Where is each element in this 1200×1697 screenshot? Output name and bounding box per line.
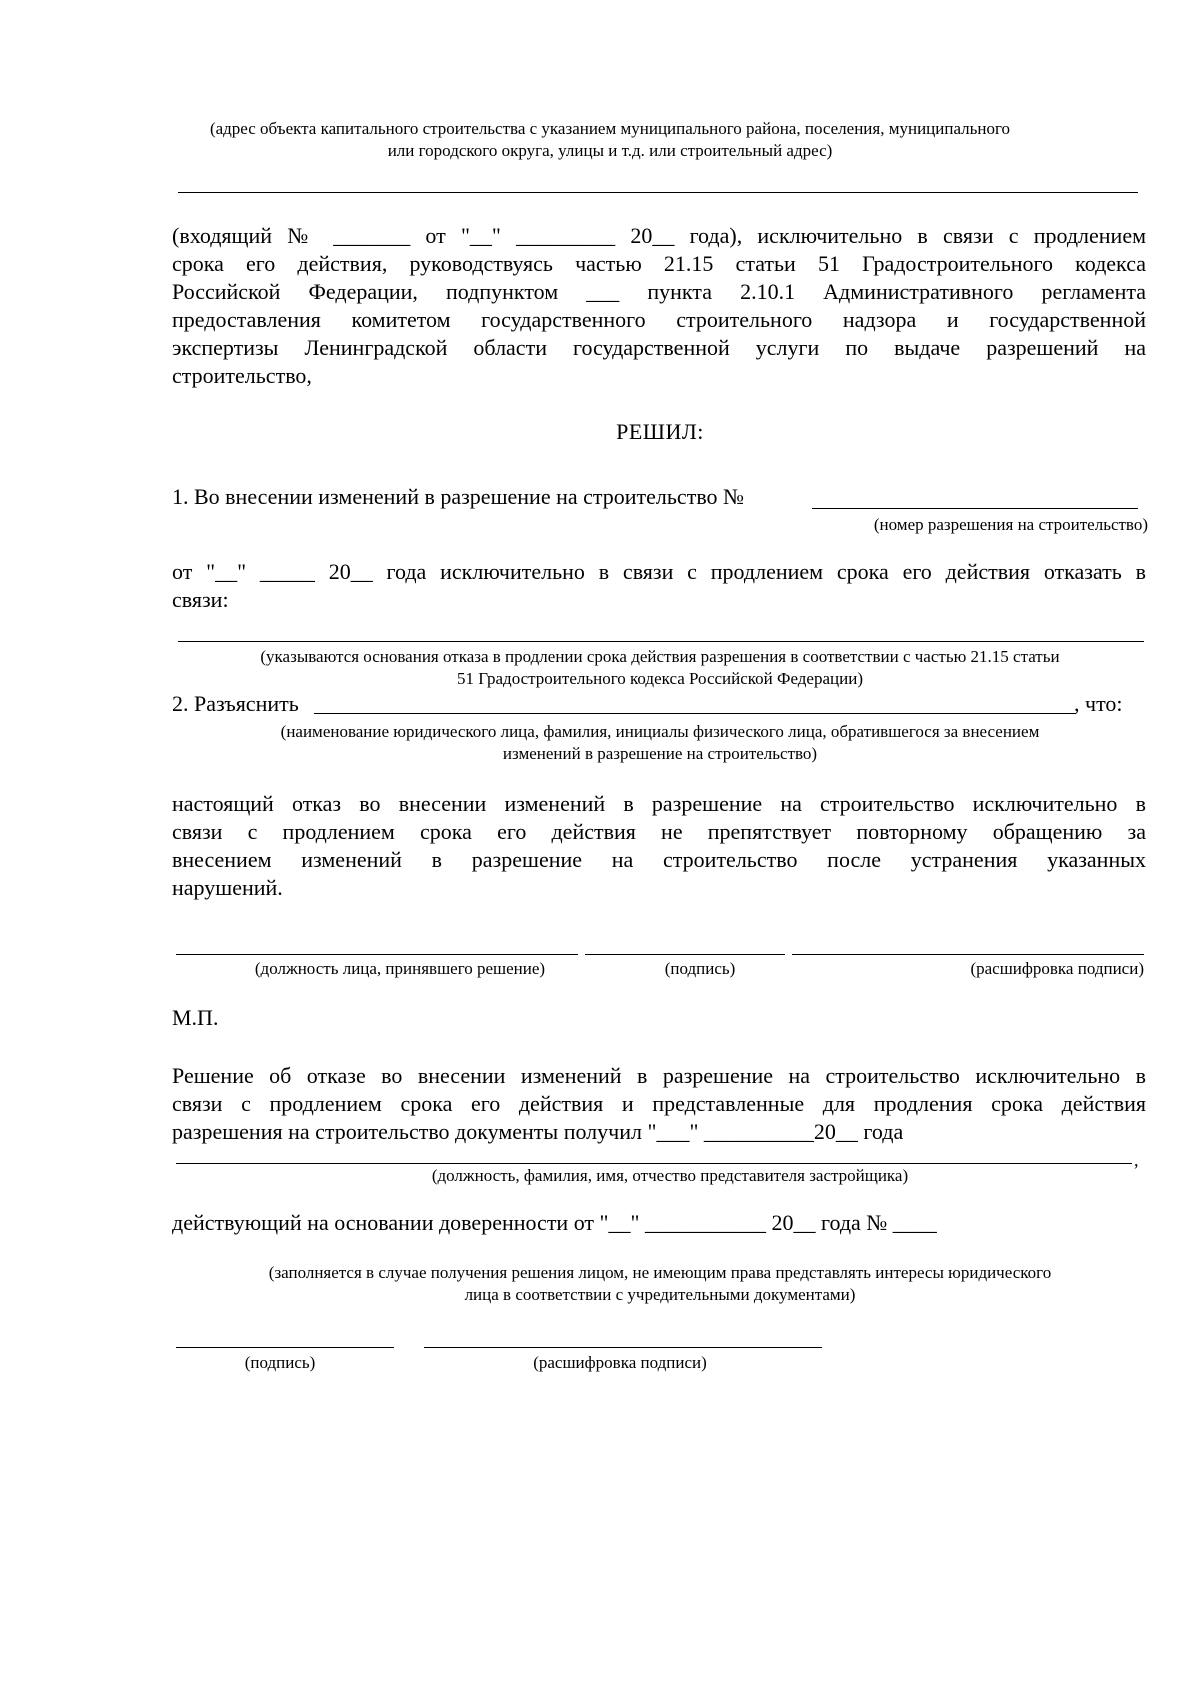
permit-number-rule [812,508,1138,509]
item2-para-line2: связи с продлением срока его действия не препятствует повторному обращению за [172,819,1146,844]
decision-title: РЕШИЛ: [616,419,704,444]
address-note [160,118,1060,162]
proxy-line: действующий на основании доверенности от "__" ___________ 20__ года № ____ [172,1210,937,1235]
representative-note: (должность, фамилия, имя, отчество представителя застройщика) [431,1166,909,1185]
item2-tail: , что: [1074,691,1123,716]
receiver-decode-label: (расшифровка подписи) [533,1353,707,1372]
item2-para-line3: внесением изменений в разрешение на строительство после устранения указанных [172,847,1146,872]
receiver-signature-rule [176,1347,394,1348]
item2-label: 2. Разъяснить [172,691,299,716]
item1-line2: от "__" _____ 20__ года исключительно в связи с продлением срока его действия отказать в [172,559,1146,584]
item1-line3: связи: [172,587,229,612]
position-label: (должность лица, принявшего решение) [254,959,546,978]
applicant-rule [314,713,1076,714]
signature-rule [585,954,785,955]
address-note-line2: или городского округа, улицы и т.д. или строительный адрес) [387,141,833,160]
representative-comma: , [1134,1150,1139,1170]
item1-continuation [172,558,1146,614]
item2-para-line4: нарушений. [172,875,283,900]
signature-label: (подпись) [664,959,736,978]
representative-rule [176,1163,1132,1164]
intro-line6: строительство, [172,363,312,388]
reason-note-line2: 51 Градостроительного кодекса Российской Федерации) [457,669,863,688]
applicant-note-line2: изменений в разрешение на строительство) [502,744,818,763]
receiver-signature-label: (подпись) [244,1353,316,1372]
reason-note [170,646,1150,690]
receipt-line2: связи с продлением срока его действия и представленные для продления срока действия [172,1091,1146,1116]
receipt-line1: Решение об отказе во внесении изменений в разрешение на строительство исключительно в [172,1063,1146,1088]
permit-number-note: (номер разрешения на строительство) [873,515,1148,534]
item2-paragraph [172,790,1146,902]
applicant-note-line1: (наименование юридического лица, фамилия, инициалы физического лица, обратившегося за внесением [280,722,1040,741]
intro-line2: срока его действия, руководствуясь частью 21.15 статьи 51 Градостроительного кодекса [172,251,1146,276]
reason-note-line1: (указываются основания отказа в продлении срока действия разрешения в соответствии с частью 21.15 статьи [260,647,1060,666]
address-note-line1: (адрес объекта капитального строительства с указанием муниципального района, поселения, муниципального [209,119,1011,138]
intro-line5: экспертизы Ленинградской области государственной услуги по выдаче разрешений на [172,335,1146,360]
intro-line3: Российской Федерации, подпунктом ___ пункта 2.10.1 Административного регламента [172,279,1146,304]
proxy-note-line2: лица в соответствии с учредительными документами) [464,1285,856,1304]
position-rule [176,954,578,955]
stamp-mark: М.П. [172,1005,219,1030]
intro-line4: предоставления комитетом государственного строительного надзора и государственной [172,307,1146,332]
intro-line1: (входящий № _______ от "__" _________ 20__ года), исключительно в связи с продлением [172,223,1146,248]
address-rule [178,192,1138,193]
item2-para-line1: настоящий отказ во внесении изменений в разрешение на строительство исключительно в [172,791,1146,816]
item1-text: 1. Во внесении изменений в разрешение на строительство № [172,484,745,509]
proxy-note-line1: (заполняется в случае получения решения лицом, не имеющим права представлять интересы юридического [268,1263,1052,1282]
proxy-note [170,1262,1150,1306]
applicant-note [190,721,1130,765]
receipt-line3: разрешения на строительство документы получил "___" __________20__ года [172,1119,904,1144]
reason-rule [178,641,1144,642]
decode-rule [792,954,1144,955]
intro-paragraph [172,222,1146,390]
decode-label: (расшифровка подписи) [970,959,1144,978]
receipt-paragraph [172,1062,1146,1146]
receiver-decode-rule [424,1347,822,1348]
